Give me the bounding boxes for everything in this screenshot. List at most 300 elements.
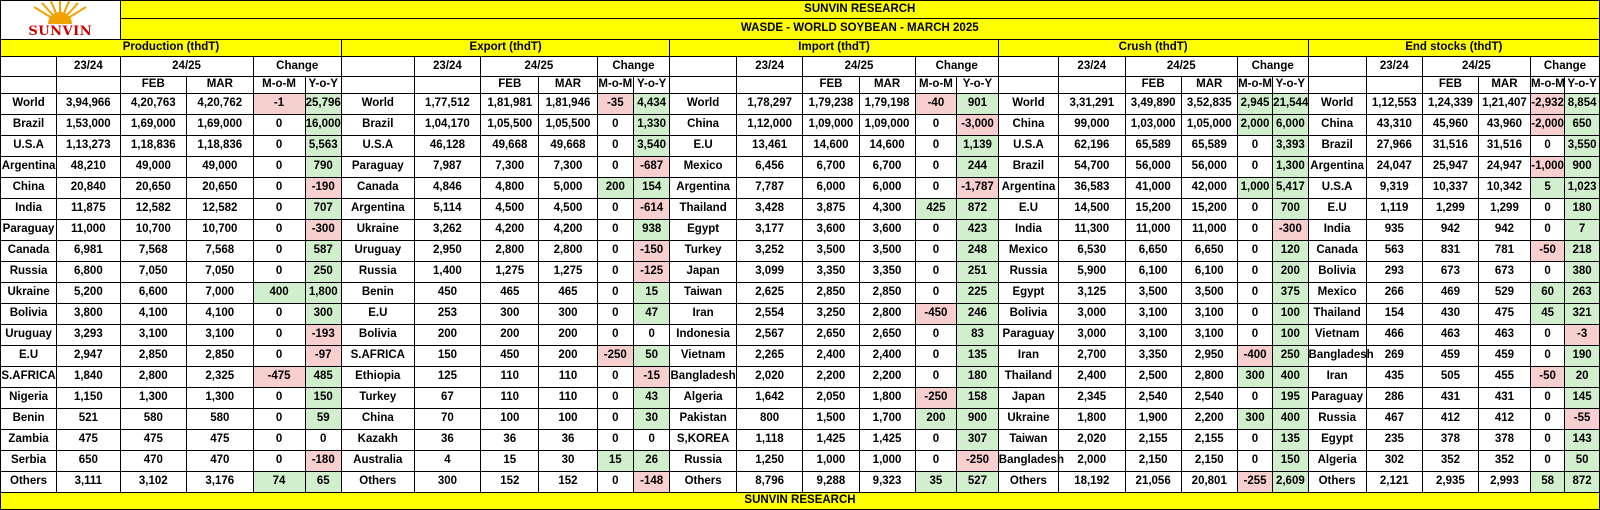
feb-value: 2,050 — [803, 388, 859, 409]
mom-change-value: 0 — [597, 430, 633, 451]
country-cell: U.S.A — [1308, 178, 1366, 199]
yoy-change-value: 1,139 — [957, 136, 999, 157]
yoy-change-value: 145 — [1565, 388, 1600, 409]
prev-year-value: 1,118 — [736, 430, 803, 451]
yoy-change-value: 200 — [1273, 262, 1308, 283]
mar-value: 4,300 — [859, 199, 915, 220]
mar-value: 465 — [539, 283, 597, 304]
feb-value: 1,300 — [120, 388, 187, 409]
feb-value: 2,400 — [803, 346, 859, 367]
country-cell: Benin — [1, 409, 57, 430]
country-header-blank — [1308, 77, 1366, 94]
prev-year-value: 1,12,000 — [736, 115, 803, 136]
feb-value: 4,800 — [481, 178, 539, 199]
mom-change-value: 45 — [1530, 304, 1564, 325]
brand-row — [1, 1, 1600, 19]
prev-year-value: 563 — [1366, 241, 1422, 262]
mom-change-value: 0 — [915, 346, 957, 367]
country-cell: World — [670, 94, 737, 115]
yoy-change-value: -250 — [957, 451, 999, 472]
yoy-change-value: 0 — [633, 430, 669, 451]
feb-value: 2,800 — [481, 241, 539, 262]
prev-year-value: 293 — [1366, 262, 1422, 283]
feb-header: FEB — [1422, 77, 1478, 94]
country-cell: Russia — [341, 262, 414, 283]
table-row — [1, 199, 1600, 220]
prev-year-value: 1,800 — [1059, 409, 1126, 430]
mom-change-value: 0 — [597, 241, 633, 262]
mom-change-value: 0 — [253, 157, 305, 178]
yoy-change-value: 5,563 — [305, 136, 341, 157]
feb-value: 831 — [1422, 241, 1478, 262]
mom-change-value: 0 — [915, 430, 957, 451]
mar-value: 2,325 — [187, 367, 254, 388]
mom-change-value: 0 — [253, 346, 305, 367]
year-header-row — [1, 57, 1600, 77]
table-row — [1, 157, 1600, 178]
mom-change-value: 0 — [1237, 304, 1272, 325]
mom-change-value: 0 — [915, 157, 957, 178]
country-cell: Taiwan — [998, 430, 1058, 451]
feb-value: 7,050 — [120, 262, 187, 283]
yoy-change-value: 790 — [305, 157, 341, 178]
cur-year-header: 24/25 — [120, 57, 253, 77]
yoy-change-value: -15 — [633, 367, 669, 388]
prev-year-value: 3,262 — [414, 220, 481, 241]
prev-year-value: 2,345 — [1059, 388, 1126, 409]
prev-year-value: 9,319 — [1366, 178, 1422, 199]
country-cell: Ethiopia — [341, 367, 414, 388]
yoy-change-value: -193 — [305, 325, 341, 346]
yoy-change-value: 135 — [957, 346, 999, 367]
prev-year-value: 2,020 — [1059, 430, 1126, 451]
yoy-change-value: 5,417 — [1273, 178, 1308, 199]
country-cell: Paraguay — [1308, 388, 1366, 409]
mar-value: 2,150 — [1181, 451, 1237, 472]
country-cell: U.S.A — [341, 136, 414, 157]
mar-value: 1,18,836 — [187, 136, 254, 157]
mom-change-value: 0 — [1530, 430, 1564, 451]
mar-value: 9,323 — [859, 472, 915, 493]
country-cell: Argentina — [998, 178, 1058, 199]
cur-year-header: 24/25 — [1125, 57, 1237, 77]
mom-change-value: 0 — [597, 157, 633, 178]
mom-change-value: 0 — [1530, 451, 1564, 472]
prev-year-value: 3,800 — [57, 304, 120, 325]
yoy-change-value: 218 — [1565, 241, 1600, 262]
country-cell: Taiwan — [670, 283, 737, 304]
mar-value: 463 — [1478, 325, 1530, 346]
table-row — [1, 178, 1600, 199]
prev-year-value: 7,787 — [736, 178, 803, 199]
mar-value: 7,000 — [187, 283, 254, 304]
table-row — [1, 367, 1600, 388]
mom-change-value: -2,000 — [1530, 115, 1564, 136]
yoy-change-value: -687 — [633, 157, 669, 178]
mar-header: MAR — [859, 77, 915, 94]
mom-change-value: 0 — [1530, 409, 1564, 430]
yoy-change-value: 1,800 — [305, 283, 341, 304]
yoy-change-value: 4,434 — [633, 94, 669, 115]
mar-value: 673 — [1478, 262, 1530, 283]
report-title: WASDE - WORLD SOYBEAN - MARCH 2025 — [120, 19, 1599, 40]
mom-change-value: 0 — [1237, 283, 1272, 304]
feb-value: 14,600 — [803, 136, 859, 157]
mar-value: 30 — [539, 451, 597, 472]
mar-value: 378 — [1478, 430, 1530, 451]
feb-value: 200 — [481, 325, 539, 346]
country-cell: China — [1, 178, 57, 199]
prev-year-value: 5,900 — [1059, 262, 1126, 283]
mar-value: 31,516 — [1478, 136, 1530, 157]
prev-year-value: 1,04,170 — [414, 115, 481, 136]
mom-change-value: 0 — [253, 262, 305, 283]
yoy-change-value: 400 — [1273, 367, 1308, 388]
country-cell: Zambia — [1, 430, 57, 451]
feb-value: 470 — [120, 451, 187, 472]
mom-header: M-o-M — [253, 77, 305, 94]
country-cell: Argentina — [341, 199, 414, 220]
country-cell: S.AFRICA — [341, 346, 414, 367]
mar-value: 1,81,946 — [539, 94, 597, 115]
prev-year-value: 266 — [1366, 283, 1422, 304]
feb-value: 7,568 — [120, 241, 187, 262]
mar-value: 10,700 — [187, 220, 254, 241]
prev-year-value: 5,200 — [57, 283, 120, 304]
feb-value: 1,79,238 — [803, 94, 859, 115]
prev-year-value: 3,125 — [1059, 283, 1126, 304]
country-cell: Bolivia — [998, 304, 1058, 325]
mar-value: 49,000 — [187, 157, 254, 178]
yoy-change-value: 375 — [1273, 283, 1308, 304]
mom-header: M-o-M — [1237, 77, 1272, 94]
country-cell: E.U — [341, 304, 414, 325]
yoy-header: Y-o-Y — [633, 77, 669, 94]
prev-year-value: 3,31,291 — [1059, 94, 1126, 115]
mar-value: 1,79,198 — [859, 94, 915, 115]
mar-value: 20,650 — [187, 178, 254, 199]
prev-year-header: 23/24 — [414, 57, 481, 77]
prev-year-value: 450 — [414, 283, 481, 304]
mar-value: 20,801 — [1181, 472, 1237, 493]
change-header: Change — [253, 57, 341, 77]
country-cell: Egypt — [998, 283, 1058, 304]
country-cell: Iran — [670, 304, 737, 325]
feb-value: 1,03,000 — [1125, 115, 1181, 136]
country-cell: Vietnam — [670, 346, 737, 367]
prev-year-value: 3,099 — [736, 262, 803, 283]
feb-value: 152 — [481, 472, 539, 493]
prev-year-value: 67 — [414, 388, 481, 409]
mom-change-value: 0 — [253, 199, 305, 220]
mar-value: 12,582 — [187, 199, 254, 220]
mom-change-value: -1 — [253, 94, 305, 115]
mom-change-value: 0 — [915, 283, 957, 304]
prev-year-value: 2,265 — [736, 346, 803, 367]
country-cell: Turkey — [341, 388, 414, 409]
prev-year-value: 2,625 — [736, 283, 803, 304]
mar-value: 580 — [187, 409, 254, 430]
mar-value: 200 — [539, 325, 597, 346]
yoy-change-value: 901 — [957, 94, 999, 115]
mar-header: MAR — [1181, 77, 1237, 94]
mar-value: 42,000 — [1181, 178, 1237, 199]
prev-year-value: 36,583 — [1059, 178, 1126, 199]
feb-value: 378 — [1422, 430, 1478, 451]
mom-change-value: 74 — [253, 472, 305, 493]
prev-year-value: 14,500 — [1059, 199, 1126, 220]
yoy-change-value: 150 — [305, 388, 341, 409]
mom-change-value: 0 — [915, 367, 957, 388]
country-cell: Benin — [341, 283, 414, 304]
mar-value: 352 — [1478, 451, 1530, 472]
mar-value: 2,800 — [859, 304, 915, 325]
feb-value: 1,69,000 — [120, 115, 187, 136]
mar-value: 6,650 — [1181, 241, 1237, 262]
prev-year-value: 467 — [1366, 409, 1422, 430]
mom-change-value: 0 — [253, 241, 305, 262]
mar-value: 412 — [1478, 409, 1530, 430]
yoy-change-value: 3,550 — [1565, 136, 1600, 157]
mom-change-value: -35 — [597, 94, 633, 115]
mar-header: MAR — [539, 77, 597, 94]
mar-value: 1,275 — [539, 262, 597, 283]
table-row — [1, 388, 1600, 409]
change-header: Change — [597, 57, 670, 77]
mar-value: 15,200 — [1181, 199, 1237, 220]
feb-value: 463 — [1422, 325, 1478, 346]
yoy-change-value: 195 — [1273, 388, 1308, 409]
mar-value: 5,000 — [539, 178, 597, 199]
yoy-change-value: 120 — [1273, 241, 1308, 262]
yoy-header: Y-o-Y — [305, 77, 341, 94]
yoy-change-value: 700 — [1273, 199, 1308, 220]
feb-value: 1,425 — [803, 430, 859, 451]
country-cell: Japan — [998, 388, 1058, 409]
feb-value: 1,18,836 — [120, 136, 187, 157]
mom-change-value: 0 — [1530, 388, 1564, 409]
feb-value: 6,650 — [1125, 241, 1181, 262]
yoy-change-value: 154 — [633, 178, 669, 199]
feb-value: 580 — [120, 409, 187, 430]
mom-change-value: 0 — [253, 388, 305, 409]
mom-change-value: -450 — [915, 304, 957, 325]
feb-value: 1,299 — [1422, 199, 1478, 220]
prev-year-value: 2,947 — [57, 346, 120, 367]
mar-header: MAR — [1478, 77, 1530, 94]
country-cell: Vietnam — [1308, 325, 1366, 346]
mar-value: 1,69,000 — [187, 115, 254, 136]
mom-change-value: 0 — [597, 262, 633, 283]
prev-year-value: 1,119 — [1366, 199, 1422, 220]
mar-value: 152 — [539, 472, 597, 493]
feb-value: 36 — [481, 430, 539, 451]
yoy-change-value: 158 — [957, 388, 999, 409]
yoy-change-value: -97 — [305, 346, 341, 367]
prev-year-subheader-blank — [1059, 77, 1126, 94]
yoy-change-value: 307 — [957, 430, 999, 451]
yoy-change-value: -55 — [1565, 409, 1600, 430]
mom-change-value: 0 — [1237, 430, 1272, 451]
mar-value: 11,000 — [1181, 220, 1237, 241]
mom-change-value: 0 — [915, 220, 957, 241]
mom-change-value: 0 — [915, 241, 957, 262]
mom-change-value: 60 — [1530, 283, 1564, 304]
mom-change-value: 0 — [597, 199, 633, 220]
country-cell: Ukraine — [998, 409, 1058, 430]
feb-value: 2,650 — [803, 325, 859, 346]
country-cell: Brazil — [1308, 136, 1366, 157]
mom-change-value: 0 — [1237, 136, 1272, 157]
change-header: Change — [1530, 57, 1599, 77]
mar-value: 2,155 — [1181, 430, 1237, 451]
prev-year-header: 23/24 — [57, 57, 120, 77]
feb-value: 3,250 — [803, 304, 859, 325]
mom-change-value: 35 — [915, 472, 957, 493]
mar-value: 6,000 — [859, 178, 915, 199]
yoy-change-value: 321 — [1565, 304, 1600, 325]
feb-value: 475 — [120, 430, 187, 451]
country-cell: Brazil — [998, 157, 1058, 178]
mom-change-value: -255 — [1237, 472, 1272, 493]
country-cell: Argentina — [1308, 157, 1366, 178]
country-cell: Paraguay — [341, 157, 414, 178]
yoy-change-value: 15 — [633, 283, 669, 304]
feb-value: 6,700 — [803, 157, 859, 178]
mar-value: 2,200 — [1181, 409, 1237, 430]
yoy-change-value: 180 — [1565, 199, 1600, 220]
feb-value: 1,24,339 — [1422, 94, 1478, 115]
mom-change-value: 0 — [597, 283, 633, 304]
mar-value: 110 — [539, 388, 597, 409]
prev-year-value: 27,966 — [1366, 136, 1422, 157]
mar-value: 14,600 — [859, 136, 915, 157]
yoy-change-value: 423 — [957, 220, 999, 241]
mar-value: 3,500 — [1181, 283, 1237, 304]
mom-change-value: 0 — [597, 220, 633, 241]
yoy-change-value: 1,300 — [1273, 157, 1308, 178]
mom-change-value: 0 — [253, 115, 305, 136]
yoy-change-value: 1,330 — [633, 115, 669, 136]
mar-value: 49,668 — [539, 136, 597, 157]
mar-value: 2,800 — [1181, 367, 1237, 388]
feb-value: 10,700 — [120, 220, 187, 241]
yoy-change-value: 300 — [305, 304, 341, 325]
mom-change-value: -1,000 — [1530, 157, 1564, 178]
cur-year-header: 24/25 — [481, 57, 597, 77]
mar-value: 470 — [187, 451, 254, 472]
prev-year-value: 1,400 — [414, 262, 481, 283]
mom-change-value: 300 — [1237, 409, 1272, 430]
mar-value: 475 — [187, 430, 254, 451]
yoy-header: Y-o-Y — [1565, 77, 1600, 94]
mom-change-value: 0 — [597, 367, 633, 388]
country-cell: Bolivia — [1, 304, 57, 325]
prev-year-value: 3,293 — [57, 325, 120, 346]
country-header-blank — [341, 77, 414, 94]
mar-value: 2,400 — [859, 346, 915, 367]
prev-year-value: 3,111 — [57, 472, 120, 493]
prev-year-header: 23/24 — [1059, 57, 1126, 77]
feb-value: 2,800 — [120, 367, 187, 388]
prev-year-subheader-blank — [1366, 77, 1422, 94]
mar-value: 3,350 — [859, 262, 915, 283]
country-cell: World — [998, 94, 1058, 115]
feb-value: 4,100 — [120, 304, 187, 325]
country-header-blank — [998, 77, 1058, 94]
country-cell: Ukraine — [341, 220, 414, 241]
country-cell: Brazil — [341, 115, 414, 136]
group-header-row — [1, 40, 1600, 57]
mar-value: 2,993 — [1478, 472, 1530, 493]
country-cell: Argentina — [670, 178, 737, 199]
country-cell: China — [670, 115, 737, 136]
prev-year-value: 11,300 — [1059, 220, 1126, 241]
feb-value: 1,09,000 — [803, 115, 859, 136]
prev-year-value: 1,642 — [736, 388, 803, 409]
feb-header: FEB — [1125, 77, 1181, 94]
mar-value: 3,600 — [859, 220, 915, 241]
mar-value: 7,300 — [539, 157, 597, 178]
country-cell: Canada — [341, 178, 414, 199]
country-cell: Bolivia — [341, 325, 414, 346]
mar-value: 3,100 — [1181, 325, 1237, 346]
feb-value: 110 — [481, 388, 539, 409]
mar-value: 3,500 — [859, 241, 915, 262]
yoy-change-value: 250 — [1273, 346, 1308, 367]
sunvin-logo — [1, 1, 121, 40]
table-row — [1, 409, 1600, 430]
prev-year-value: 302 — [1366, 451, 1422, 472]
mar-value: 459 — [1478, 346, 1530, 367]
yoy-change-value: 244 — [957, 157, 999, 178]
feb-value: 110 — [481, 367, 539, 388]
mar-value: 1,05,000 — [1181, 115, 1237, 136]
prev-year-value: 300 — [414, 472, 481, 493]
country-header-blank — [1, 57, 57, 77]
mar-value: 3,100 — [187, 325, 254, 346]
mar-value: 56,000 — [1181, 157, 1237, 178]
yoy-change-value: 150 — [1273, 451, 1308, 472]
country-cell: World — [1, 94, 57, 115]
feb-value: 6,600 — [120, 283, 187, 304]
yoy-change-value: 50 — [633, 346, 669, 367]
mom-change-value: 0 — [1237, 157, 1272, 178]
country-cell: Egypt — [1308, 430, 1366, 451]
prev-year-value: 5,114 — [414, 199, 481, 220]
mar-value: 2,950 — [1181, 346, 1237, 367]
yoy-change-value: 485 — [305, 367, 341, 388]
feb-value: 430 — [1422, 304, 1478, 325]
yoy-change-value: 83 — [957, 325, 999, 346]
feb-value: 31,516 — [1422, 136, 1478, 157]
feb-value: 49,000 — [120, 157, 187, 178]
feb-value: 4,20,763 — [120, 94, 187, 115]
country-cell: China — [998, 115, 1058, 136]
yoy-change-value: 650 — [1565, 115, 1600, 136]
mar-value: 1,300 — [187, 388, 254, 409]
country-header-blank — [998, 57, 1058, 77]
mar-value: 3,100 — [1181, 304, 1237, 325]
mar-value: 2,850 — [859, 283, 915, 304]
yoy-change-value: 50 — [1565, 451, 1600, 472]
yoy-change-value: -180 — [305, 451, 341, 472]
month-header-row — [1, 77, 1600, 94]
feb-value: 450 — [481, 346, 539, 367]
prev-year-subheader-blank — [736, 77, 803, 94]
mar-value: 110 — [539, 367, 597, 388]
mar-value: 3,176 — [187, 472, 254, 493]
